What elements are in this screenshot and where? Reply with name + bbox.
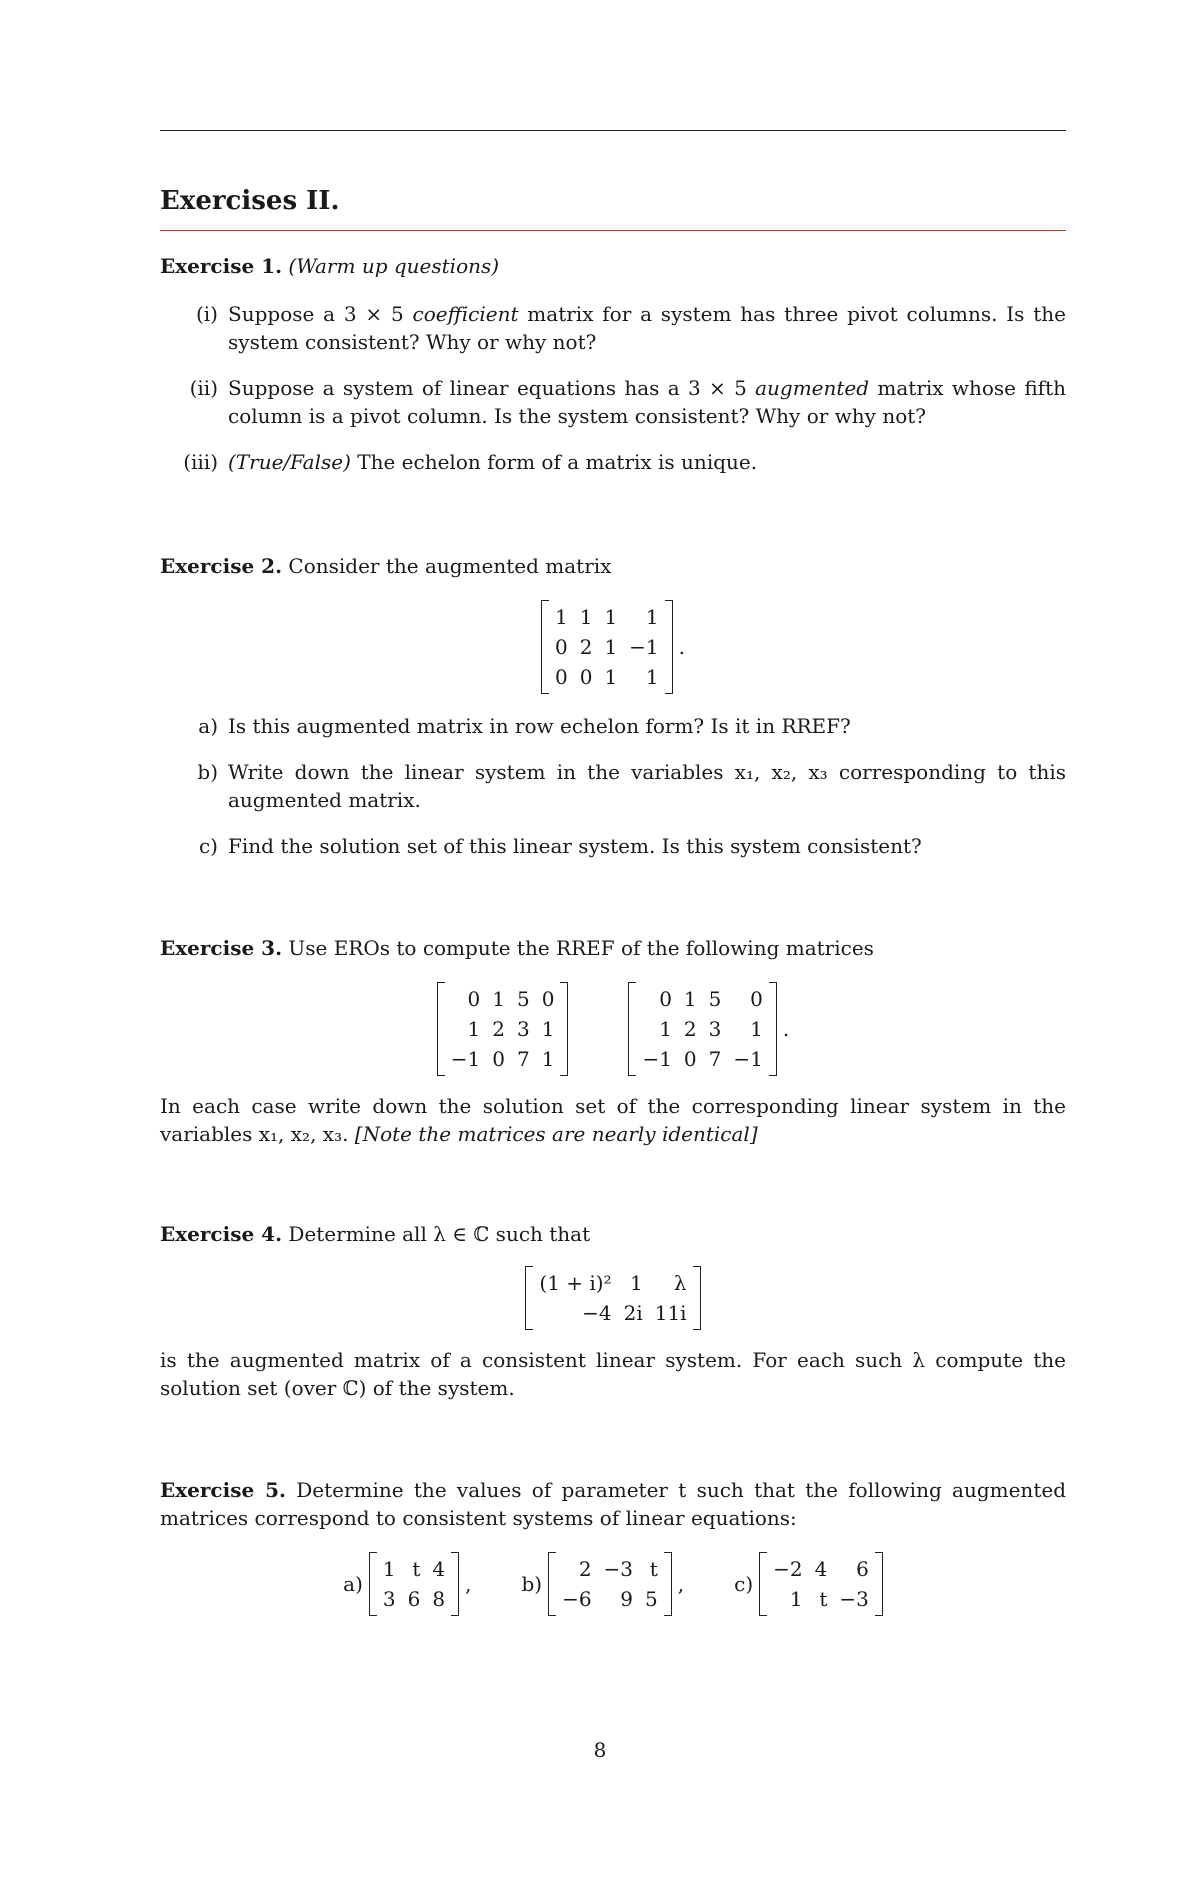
matrix-grid — [445, 982, 561, 1076]
matrix-b — [548, 1552, 672, 1616]
matrix-entry: 2 — [579, 635, 593, 659]
exercise-5-matrices: a) 1 t 4 3 6 8 , b) 2 −3 t −6 9 5 , c) −2 4 6 1 t −3 — [160, 1552, 1066, 1616]
matrix-entry: 1 — [604, 665, 618, 689]
section-rule — [160, 230, 1066, 231]
matrix-entry: 0 — [467, 987, 481, 1011]
matrix-entry: 1 — [467, 1017, 481, 1041]
matrix-entry: (1 + i)² — [539, 1271, 612, 1295]
matrix-entry: 1 — [645, 605, 659, 629]
matrix-entry: 1 — [683, 987, 697, 1011]
matrix-entry: 3 — [382, 1587, 396, 1611]
exercise-1-label: Exercise 1. — [160, 254, 283, 278]
list-item: a) Is this augmented matrix in row echelon form? Is it in RREF? — [198, 714, 851, 738]
matrix-c — [759, 1552, 883, 1616]
exercise-3-follow: In each case write down the solution set of the corresponding linear system in the variables x₁, x₂, x₃. [Note the matrices are nearly identical] — [160, 1094, 1066, 1146]
matrix-grid — [533, 1266, 692, 1330]
matrix-entry: 3 — [708, 1017, 722, 1041]
matrix-entry: −6 — [562, 1587, 592, 1611]
exercise-2-label: Exercise 2. — [160, 554, 283, 578]
matrix-grid — [556, 1552, 664, 1616]
matrix-entry: t — [819, 1587, 828, 1611]
exercise-2-items — [160, 712, 1066, 860]
matrix-grid — [636, 982, 768, 1076]
matrix-entry: −2 — [773, 1557, 803, 1581]
matrix-entry: 2 — [492, 1017, 505, 1041]
exercise-4-label: Exercise 4. — [160, 1222, 283, 1246]
exercise-4-matrix — [160, 1266, 1066, 1330]
matrix-entry: 1 — [604, 635, 618, 659]
matrix-entry: −1 — [450, 1047, 481, 1071]
matrix-entry: 1 — [541, 1017, 555, 1041]
matrix-entry: −4 — [582, 1301, 612, 1325]
matrix-entry: 2 — [578, 1557, 592, 1581]
matrix-entry: 1 — [604, 605, 618, 629]
list-item: (iii) (True/False) The echelon form of a matrix is unique. — [183, 450, 758, 474]
top-rule — [160, 130, 1066, 131]
matrix-1 — [437, 982, 569, 1076]
matrix-entry: 1 — [382, 1557, 396, 1581]
matrix-entry: 1 — [750, 1017, 763, 1041]
matrix-entry: 0 — [659, 987, 672, 1011]
exercise-1-items — [160, 300, 1066, 476]
matrix-entry: 4 — [814, 1557, 828, 1581]
matrix-entry: 5 — [708, 987, 722, 1011]
matrix-entry: −1 — [629, 635, 659, 659]
matrix-entry: 2i — [623, 1301, 643, 1325]
section-title: Exercises II. — [160, 186, 340, 216]
exercise-2-heading: Exercise 2. Consider the augmented matrix — [160, 554, 612, 578]
matrix-entry: 8 — [432, 1587, 446, 1611]
exercise-4-heading: Exercise 4. Determine all λ ∈ ℂ such that — [160, 1222, 591, 1246]
exercise-1-heading — [160, 252, 1066, 280]
matrix-entry: 1 — [579, 605, 593, 629]
matrix-entry: 7 — [516, 1047, 530, 1071]
matrix-entry: 2 — [683, 1017, 697, 1041]
list-item: (ii) Suppose a system of linear equations has a 3 × 5 augmented matrix whose fifth column is a pivot column. Is the system consistent? Why or why not? — [189, 376, 1066, 428]
matrix-grid — [549, 600, 665, 694]
matrix-entry: 0 — [554, 665, 568, 689]
matrix-grid — [377, 1552, 451, 1616]
exercise-5-label: Exercise 5. — [160, 1478, 286, 1502]
matrix-entry: t — [649, 1557, 658, 1581]
matrix-a — [369, 1552, 459, 1616]
matrix-entry: 4 — [432, 1557, 446, 1581]
matrix-entry: 1 — [630, 1271, 643, 1295]
matrix-entry: −1 — [733, 1047, 763, 1071]
matrix-entry: 7 — [708, 1047, 722, 1071]
matrix-entry: 1 — [554, 605, 568, 629]
matrix-entry: λ — [673, 1271, 687, 1295]
matrix-entry: 1 — [645, 665, 659, 689]
matrix-entry: −3 — [839, 1587, 869, 1611]
matrix-entry: 1 — [541, 1047, 555, 1071]
matrix-entry: 0 — [750, 987, 763, 1011]
exercise-4-follow: is the augmented matrix of a consistent linear system. For each such λ compute the solution set (over ℂ) of the system. — [160, 1348, 1066, 1400]
list-item: (i) Suppose a 3 × 5 coefficient matrix for a system has three pivot columns. Is the system consistent? Why or why not? — [195, 302, 1067, 354]
exercise-2-matrix: 1 1 1 1 0 2 1 −1 0 0 1 1 . — [160, 600, 1066, 694]
matrix-entry: 0 — [541, 987, 555, 1011]
exercise-5-heading: Exercise 5. Determine the values of parameter t such that the following augmented matrices correspond to consistent systems of linear equations: — [160, 1478, 1066, 1530]
page-number: 8 — [593, 1738, 607, 1762]
matrix-entry: 0 — [554, 635, 568, 659]
list-item: c) Find the solution set of this linear system. Is this system consistent? — [198, 834, 922, 858]
matrix-2 — [628, 982, 776, 1076]
matrix-entry: 9 — [620, 1587, 634, 1611]
matrix-entry: 1 — [492, 987, 505, 1011]
matrix-grid — [767, 1552, 875, 1616]
exercise-3-label: Exercise 3. — [160, 936, 283, 960]
matrix-entry: −3 — [603, 1557, 634, 1581]
matrix-entry: 11i — [654, 1301, 687, 1325]
matrix-entry: t — [412, 1557, 421, 1581]
matrix-entry: 1 — [659, 1017, 672, 1041]
matrix-entry: 6 — [407, 1587, 421, 1611]
matrix-entry: 5 — [516, 987, 530, 1011]
matrix-entry: 3 — [516, 1017, 530, 1041]
matrix-entry: −1 — [642, 1047, 672, 1071]
matrix-entry: 0 — [579, 665, 593, 689]
exercise-1-subtitle: (Warm up questions) — [288, 254, 500, 278]
exercise-3-matrices: 0 1 5 0 1 2 3 1 −1 0 7 1 0 1 5 0 1 2 3 1 −1 0 7 −1 . — [160, 982, 1066, 1076]
matrix-entry: 0 — [492, 1047, 505, 1071]
matrix-entry: 1 — [789, 1587, 803, 1611]
matrix-entry: 6 — [856, 1557, 869, 1581]
list-item: b) Write down the linear system in the variables x₁, x₂, x₃ corresponding to this augmented matrix. — [197, 760, 1066, 812]
matrix-entry: 0 — [683, 1047, 697, 1071]
matrix-entry: 5 — [645, 1587, 658, 1611]
exercise-3-heading: Exercise 3. Use EROs to compute the RREF of the following matrices — [160, 936, 874, 960]
